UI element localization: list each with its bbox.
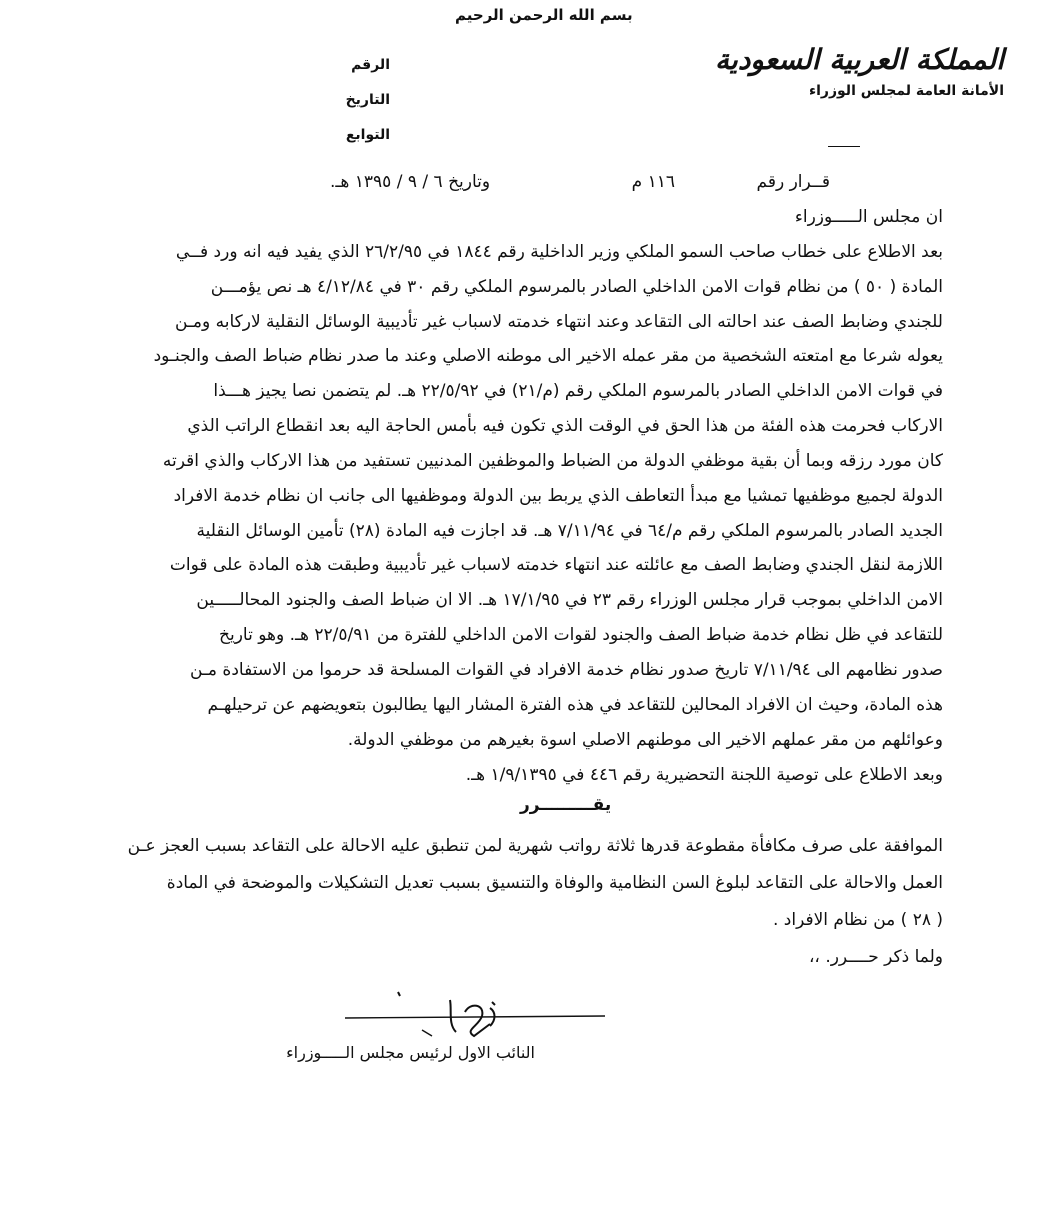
body-line: في قوات الامن الداخلي الصادر بالمرسوم الملكي رقم (م/٢١) في ٢٢/٥/٩٢ هـ. لم يتضمن نصا يجيز هـــذا [213, 381, 943, 402]
organization-subtitle: الأمانة العامة لمجلس الوزراء [808, 83, 1004, 99]
body-line: الامن الداخلي بموجب قرار مجلس الوزراء رقم ٢٣ في ١٧/١/٩٥ هـ. الا ان ضباط الصف والجنود المحالـــــين [196, 590, 943, 611]
resolution-line: ( ٢٨ ) من نظام الافراد . [772, 910, 943, 930]
body-line: المادة ( ٥٠ ) من نظام قوات الامن الداخلي الصادر بالمرسوم الملكي رقم ٣٠ في ٤/١٢/٨٤ هـ نص يؤمـــن [210, 276, 943, 297]
body-line: وبعد الاطلاع على توصية اللجنة التحضيرية رقم ٤٤٦ في ١/٩/١٣٩٥ هـ. [465, 764, 943, 785]
body-line: كان مورد رزقه وبما أن بقية موظفي الدولة من الضباط والموظفين المدنيين تستفيد من هذا الاركاب والذي اقرته [162, 450, 943, 471]
resolution-line: الموافقة على صرف مكافأة مقطوعة قدرها ثلاثة رواتب شهرية لمن تنطبق عليه الاحالة على التقاعد بسبب العجز عـن [127, 836, 943, 856]
body-line: هذه المادة، وحيث ان الافراد المحالين للتقاعد في هذه الفترة المشار اليها يطالبون بتعويضهم عن ترحيلهـم [207, 694, 943, 715]
resolution-line: ولما ذكر حــــرر. ،، [808, 947, 943, 967]
body-line: الاركاب فحرمت هذه الفئة من هذا الحق في الوقت الذي تكون فيه بأمس الحاجة اليه بعد انقطاع الراتب الذي [187, 416, 943, 437]
body-line: الجديد الصادر بالمرسوم الملكي رقم م/٦٤ في ٧/١١/٩٤ هـ. قد اجازت فيه المادة (٢٨) تأمين الوسائل النقلية [196, 520, 943, 541]
body-line: بعد الاطلاع على خطاب صاحب السمو الملكي وزير الداخلية رقم ١٨٤٤ في ٢٦/٢/٩٥ الذي يفيد فيه انه ورد فــي [175, 241, 943, 262]
body-line: للتقاعد في ظل نظام خدمة ضباط الصف والجنود لقوات الامن الداخلي للفترة من ٢٢/٥/٩١ هـ. وهو تاريخ [219, 625, 943, 646]
resolution-heading: يقـــــــــرر [520, 795, 612, 815]
resolution-body [118, 828, 943, 976]
decree-body [118, 200, 943, 792]
body-line: ان مجلس الـــــوزراء [794, 207, 943, 227]
reference-number-label: الرقم [351, 57, 390, 73]
letterhead-rule [828, 146, 860, 147]
signatory-title: النائب الاول لرئيس مجلس الـــــوزراء [286, 1043, 535, 1062]
handwritten-signature [340, 990, 610, 1050]
body-line: للجندي وضابط الصف عند احالته الى التقاعد وعند انتهاء خدمته لاسباب غير تأديبية الوسائل النقلية لاركابه ومـن [174, 311, 943, 332]
decree-label: قــرار رقم [756, 172, 830, 192]
letterhead [704, 40, 1004, 102]
decree-date: وتاريخ ٦ / ٩ / ١٣٩٥ هـ. [330, 172, 491, 192]
reference-attachments-label: التوابع [345, 127, 390, 143]
body-line: وعوائلهم من مقر عملهم الاخير الى موطنهم الاصلي اسوة بغيرهم من موظفي الدولة. [347, 729, 943, 750]
decree-number: ١١٦ م [631, 172, 675, 192]
reference-date-label: التاريخ [345, 92, 390, 108]
body-line: الدولة لجميع موظفيها تمشيا مع مبدأ التعاطف الذي يربط بين الدولة وموظفيها الى جانب ان نظام خدمة الافراد [173, 485, 943, 506]
basmala: بسم الله الرحمن الرحيم [455, 6, 633, 24]
reference-fields [300, 48, 390, 153]
body-line: صدور نظامهم الى ٧/١١/٩٤ تاريخ صدور نظام خدمة الافراد في القوات المسلحة قد حرموا من الاستفادة مـن [190, 659, 943, 680]
organization-name: المملكة العربية السعودية [715, 43, 1004, 76]
body-line: اللازمة لنقل الجندي وضابط الصف مع عائلته عند انتهاء خدمته لاسباب غير تأديبية وطبقت هذه المادة على قوات [169, 555, 943, 576]
body-line: يعوله شرعا مع امتعته الشخصية من مقر عمله الاخير الى موطنه الاصلي وعند ما صدر نظام ضباط الصف والجنـود [153, 346, 943, 367]
resolution-line: العمل والاحالة على التقاعد لبلوغ السن النظامية والوفاة والتنسيق بسبب تعديل التشكيلات والموضحة في المادة [166, 873, 943, 893]
